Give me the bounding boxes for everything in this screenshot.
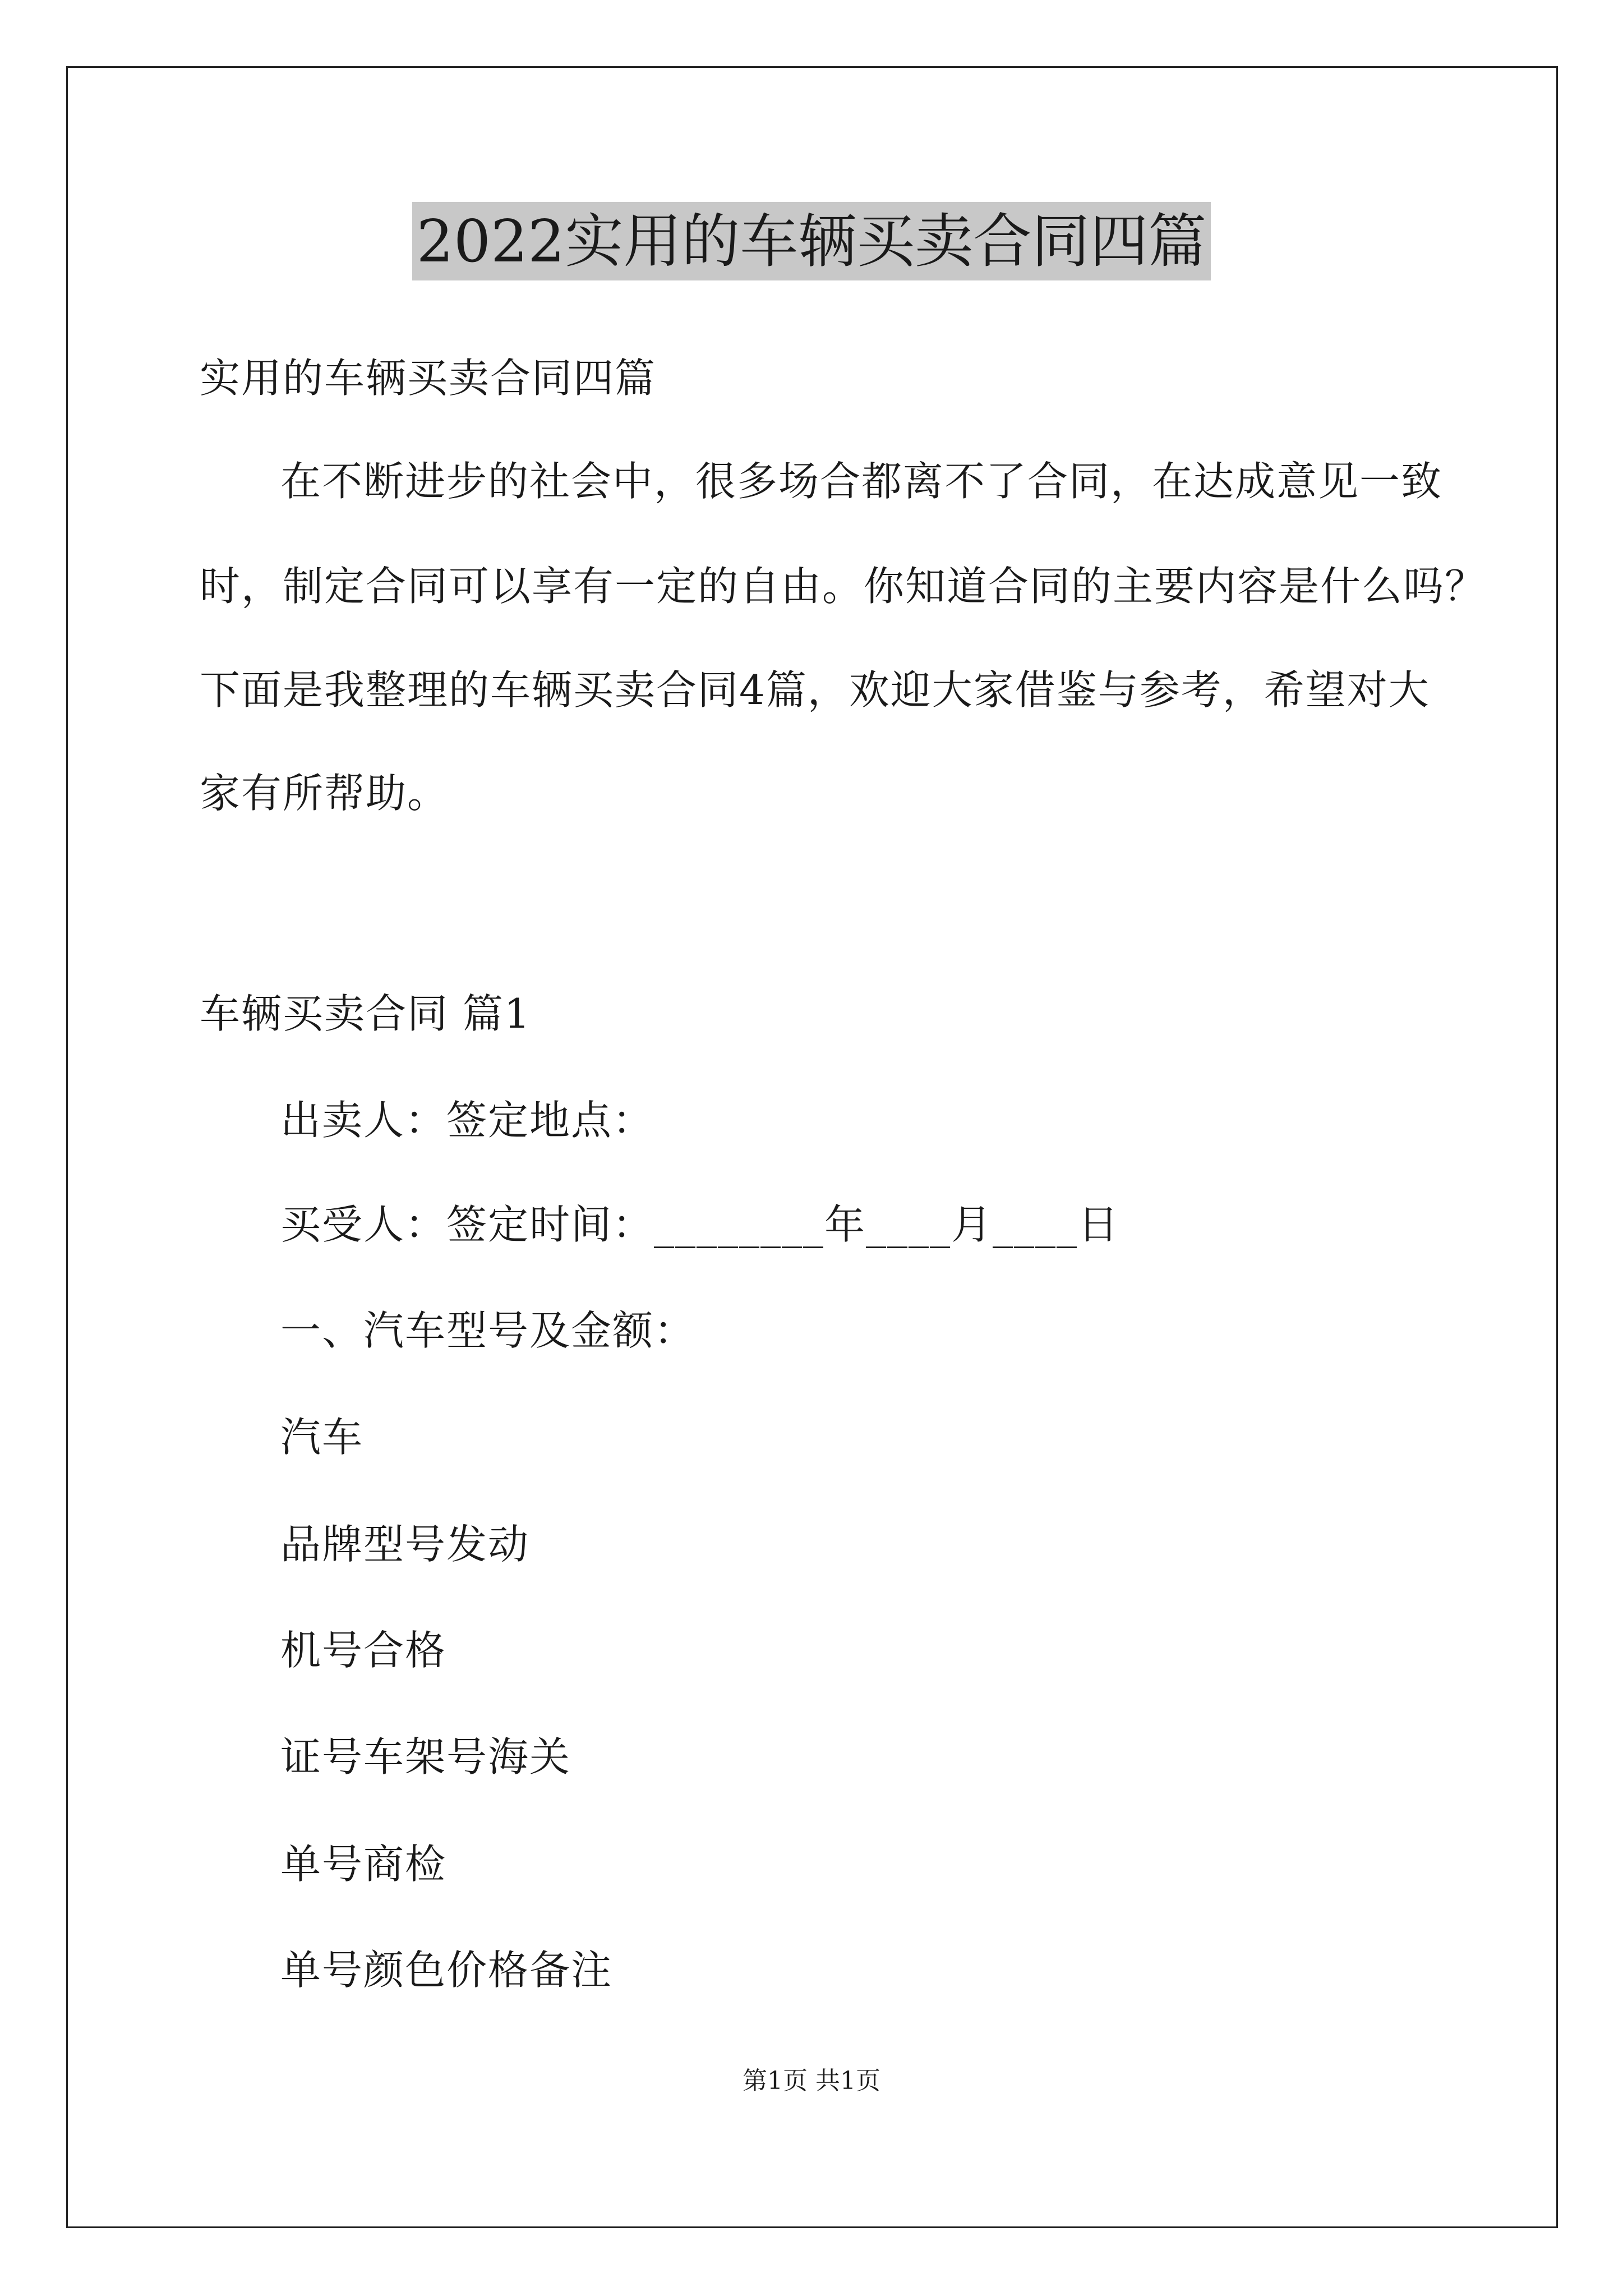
body-line-section-one: 一、汽车型号及金额： bbox=[280, 1307, 696, 1354]
body-line-customs: 单号商检 bbox=[280, 1841, 447, 1888]
intro-line-1: 在不断进步的社会中，很多场合都离不了合同，在达成意见一致 bbox=[280, 458, 1443, 505]
body-line-engine: 机号合格 bbox=[280, 1627, 447, 1674]
subtitle: 实用的车辆买卖合同四篇 bbox=[200, 355, 657, 402]
body-line-car: 汽车 bbox=[280, 1414, 364, 1461]
intro-line-3: 下面是我整理的车辆买卖合同4篇，欢迎大家借鉴与参考，希望对大 bbox=[200, 666, 1430, 714]
body-line-seller: 出卖人：签定地点： bbox=[280, 1097, 654, 1144]
title-container bbox=[0, 202, 1623, 280]
intro-line-4: 家有所帮助。 bbox=[200, 770, 449, 817]
body-line-certificate: 证号车架号海关 bbox=[280, 1733, 571, 1780]
intro-line-2: 时，制定合同可以享有一定的自由。你知道合同的主要内容是什么吗？ bbox=[200, 563, 1487, 610]
page-footer: 第1页 共1页 bbox=[743, 2067, 880, 2095]
document-title: 2022实用的车辆买卖合同四篇 bbox=[412, 202, 1211, 280]
body-line-brand: 品牌型号发动 bbox=[280, 1521, 530, 1568]
section-heading: 车辆买卖合同 篇1 bbox=[200, 990, 531, 1037]
body-line-inspection: 单号颜色价格备注 bbox=[280, 1947, 613, 1994]
body-line-buyer: 买受人：签定时间：________年____月____日 bbox=[280, 1201, 1120, 1248]
